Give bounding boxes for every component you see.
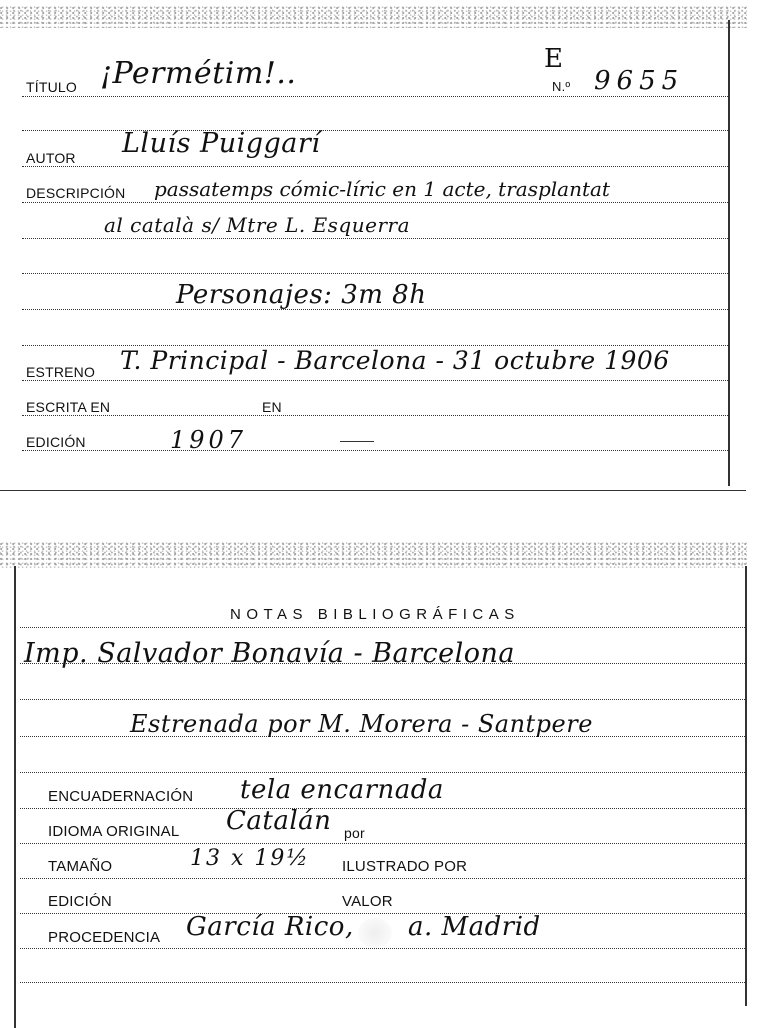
por-label: por [344,825,365,841]
estreno-label: ESTRENO [26,364,96,380]
ruled-line [22,238,728,239]
encuadernacion-value: tela encarnada [240,775,444,805]
notas-header: NOTAS BIBLIOGRÁFICAS [230,606,520,623]
procedencia-value-2: a. Madrid [408,912,541,942]
ruled-line [20,948,745,949]
autor-value: Lluís Puiggarí [122,128,321,159]
ruled-line [22,450,728,451]
letter-mark: E [544,44,564,74]
tamano-label: TAMAÑO [48,858,113,875]
estreno-value: T. Principal - Barcelona - 31 octubre 1906 [120,346,670,375]
idioma-original-label: IDIOMA ORIGINAL [48,823,180,840]
idioma-original-value: Catalán [226,806,332,836]
ruled-line [20,627,745,628]
en-label: EN [262,399,282,415]
descripcion-line-1: passatemps cómic-líric en 1 acte, trasplantat [154,177,610,201]
card-edge-texture [0,6,747,28]
card-bottom-edge [0,490,746,491]
ilustrado-por-label: ILUSTRADO POR [342,858,468,875]
edicion-value: 1907 [170,426,248,454]
card-right-border [728,20,730,486]
edicion-label: EDICIÓN [26,434,86,450]
escrita-en-label: ESCRITA EN [26,399,111,415]
encuadernacion-label: ENCUADERNACIÓN [48,788,194,805]
ruled-line [22,273,728,274]
ruled-line [20,913,745,914]
edicion-label-2: EDICIÓN [48,893,112,910]
card-left-border [14,566,16,1028]
card-edge-texture [0,542,747,568]
numero-value: 9655 [594,66,685,96]
descripcion-line-2: al català s/ Mtre L. Esquerra [104,213,410,237]
numero-label: N.º [552,79,571,94]
valor-label: VALOR [342,893,393,910]
procedencia-value-1: García Rico, [186,912,354,942]
tamano-value: 13 x 19½ [190,846,310,871]
ruled-line [20,699,745,700]
pen-stroke [340,441,374,442]
ruled-line [20,808,745,809]
card-right-border [745,566,747,1006]
nota-line-1: Imp. Salvador Bonavía - Barcelona [24,638,516,669]
catalog-card-top [0,0,747,492]
ruled-line [22,166,728,167]
ruled-line [20,772,745,773]
ruled-line [22,202,728,203]
ruled-line [20,982,745,983]
titulo-label: TÍTULO [26,79,77,95]
personajes-value: Personajes: 3m 8h [176,280,427,310]
autor-label: AUTOR [26,150,76,166]
ruled-line [20,843,745,844]
ruled-line [22,415,728,416]
procedencia-label: PROCEDENCIA [48,929,161,946]
ruled-line [22,96,728,97]
nota-line-2: Estrenada por M. Morera - Santpere [130,710,593,738]
ruled-line [20,878,745,879]
titulo-value: ¡Permétim!.. [100,56,297,91]
descripcion-label: DESCRIPCIÓN [26,185,126,201]
ruled-line [22,380,728,381]
catalog-card-bottom [0,540,747,1028]
erased-smudge [358,918,392,948]
